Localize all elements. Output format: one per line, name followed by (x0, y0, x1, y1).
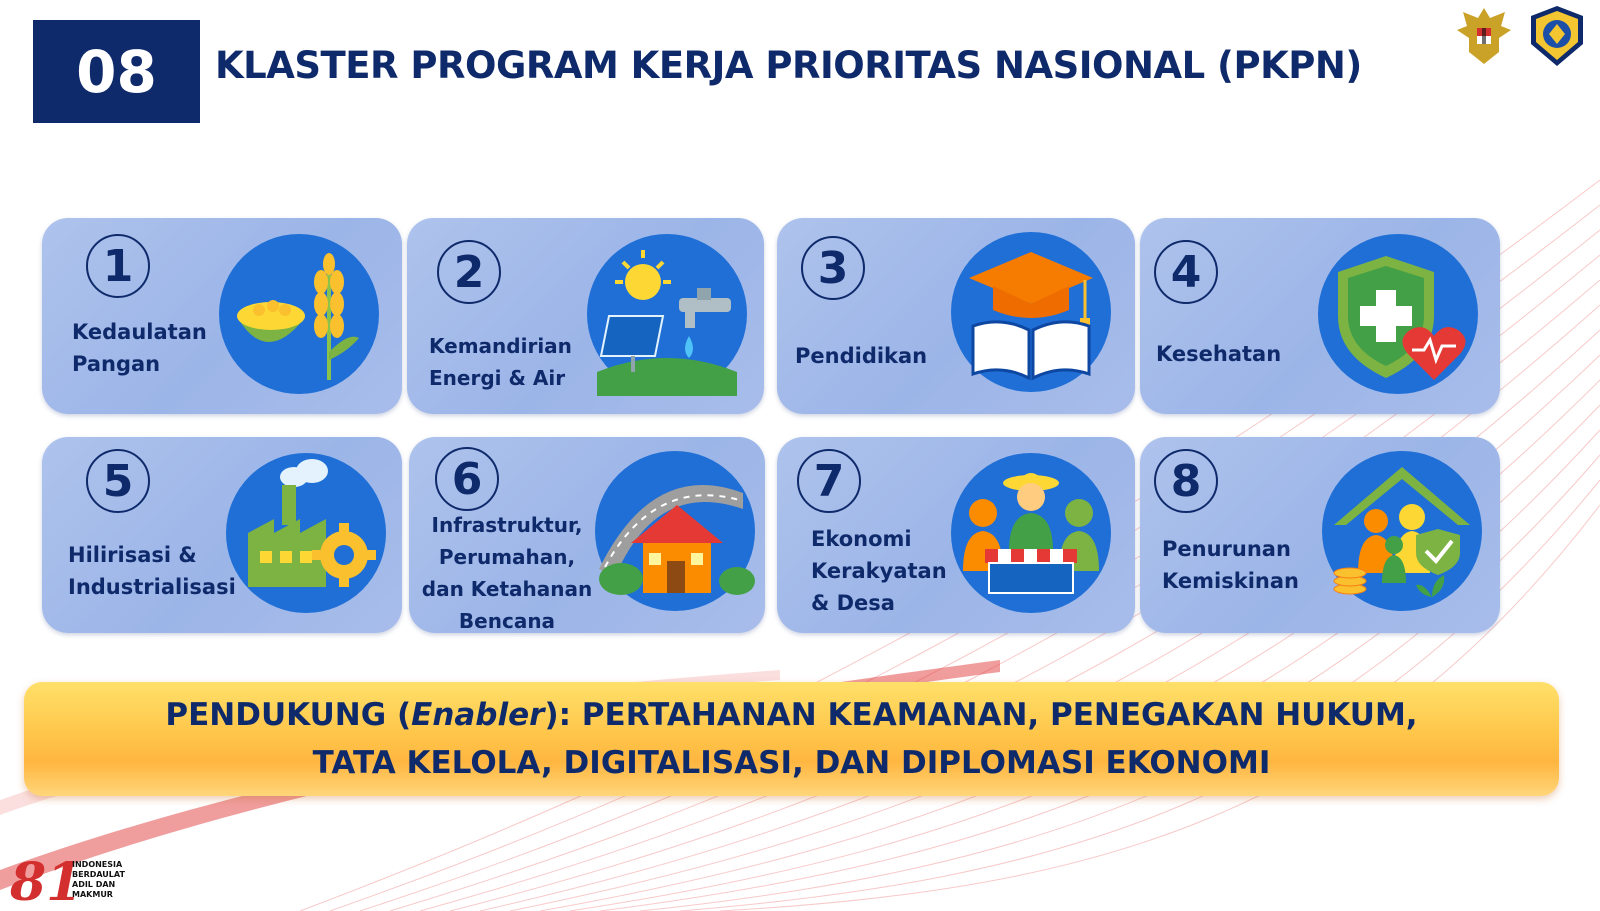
education-icon (949, 230, 1113, 394)
cluster-label: Ekonomi Kerakyatan & Desa (811, 527, 947, 615)
energy-water-icon (585, 232, 749, 396)
cluster-label: Kedaulatan Pangan (72, 320, 207, 376)
enabler-line-2: TATA KELOLA, DIGITALISASI, DAN DIPLOMASI EKONOMI (312, 745, 1271, 781)
cluster-number: 3 (801, 236, 865, 300)
cluster-label: Pendidikan (795, 344, 928, 368)
cluster-label: Infrastruktur, Perumahan, dan Ketahanan Bencana (421, 513, 593, 633)
food-sovereignty-icon (217, 232, 381, 396)
cluster-label: Kemandirian Energi & Air (429, 334, 572, 390)
cluster-card-3[interactable] (777, 218, 1135, 414)
cluster-number: 4 (1154, 240, 1218, 304)
cluster-card-1[interactable] (42, 218, 402, 414)
cluster-card-2[interactable] (407, 218, 764, 414)
cluster-number: 6 (435, 447, 499, 511)
cluster-card-7[interactable] (777, 437, 1135, 633)
poverty-reduction-icon (1320, 449, 1484, 613)
garuda-emblem-icon (1455, 4, 1513, 70)
cluster-card-6[interactable] (409, 437, 765, 633)
people-economy-icon (949, 451, 1113, 615)
footer-logo-number: 81 (10, 852, 83, 911)
kemenkeu-emblem-icon (1525, 4, 1589, 68)
slide-number-badge: 08 (33, 20, 200, 123)
cluster-number: 5 (86, 449, 150, 513)
health-icon (1316, 232, 1480, 396)
cluster-card-5[interactable] (42, 437, 402, 633)
enabler-line1-rest: ): PERTAHANAN KEAMANAN, PENEGAKAN HUKUM, (544, 697, 1418, 733)
cluster-number: 2 (437, 240, 501, 304)
cluster-card-8[interactable] (1140, 437, 1500, 633)
hut-ri-81-logo-icon (10, 848, 83, 911)
infrastructure-housing-icon (593, 449, 757, 613)
cluster-number: 7 (797, 449, 861, 513)
cluster-number: 1 (86, 234, 150, 298)
cluster-card-4[interactable] (1140, 218, 1500, 414)
cluster-label: Hilirisasi & Industrialisasi (68, 543, 236, 599)
cluster-number: 8 (1154, 449, 1218, 513)
slide-title: KLASTER PROGRAM KERJA PRIORITAS NASIONAL (PKPN) (215, 44, 1362, 87)
footer-tagline: INDONESIA BERDAULAT ADIL DAN MAKMUR (72, 860, 125, 899)
cluster-label: Penurunan Kemiskinan (1162, 537, 1299, 593)
cluster-label: Kesehatan (1156, 342, 1282, 366)
enabler-line-1 (165, 691, 1417, 739)
enabler-prefix: PENDUKUNG ( (165, 697, 412, 733)
enabler-emphasis: Enabler (411, 697, 545, 733)
enabler-banner (24, 682, 1559, 796)
industry-icon (224, 451, 388, 615)
